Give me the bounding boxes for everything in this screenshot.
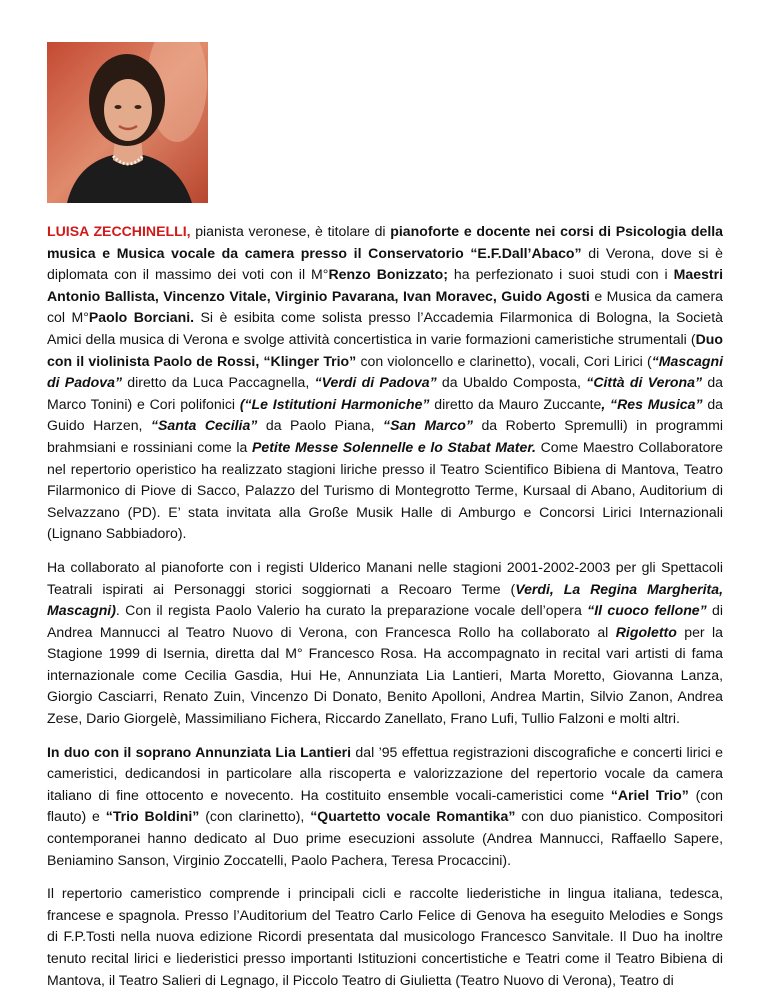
text: e Musica da camera col M° <box>47 287 723 326</box>
bold-italic-text: Rigoletto <box>615 623 677 640</box>
text: da Roberto Spremulli) in programmi brahmsiani e rossiniani come la <box>47 417 723 455</box>
text: . Con il regista Paolo Valerio ha curato la preparazione vocale dell’opera <box>115 602 588 619</box>
paragraph-2 <box>47 557 723 730</box>
text: diretto da Mauro Zuccante <box>429 395 602 412</box>
bold-italic-text: “Santa Cecilia” <box>150 417 258 434</box>
text: da Guido Harzen, <box>47 395 723 434</box>
paragraph-3 <box>47 742 723 872</box>
bold-italic-text: “San Marco” <box>383 417 473 434</box>
artist-name: LUISA ZECCHINELLI, <box>47 223 191 239</box>
bold-text: pianoforte e docente nei corsi di Psicologia della musica e Musica vocale da camera presso il Conservatorio “E.F.Dall’Abaco” <box>47 223 723 261</box>
bold-italic-text: “Mascagni di Padova” <box>47 352 723 391</box>
text: (con flauto) e <box>47 786 723 825</box>
bold-text: Paolo Borciani. <box>88 309 195 326</box>
text: da Ubaldo Composta, <box>436 374 587 391</box>
bold-italic-text: , “Res Musica” <box>601 395 703 412</box>
text: da Paolo Piana, <box>257 417 384 434</box>
paragraph-4 <box>47 883 723 991</box>
bold-text: Maestri Antonio Ballista, Vincenzo Vitale, Virginio Pavarana, Ivan Moravec, Guido Agosti <box>47 266 724 304</box>
bold-italic-text: Petite Messe Solennelle e lo Stabat Mater. <box>251 438 536 455</box>
bold-italic-text: (“Le Istitutioni Harmoniche” <box>239 395 430 412</box>
bold-italic-text: “Il cuoco fellone” <box>587 602 707 619</box>
bold-text: Renzo Bonizzato; <box>328 266 448 283</box>
bold-text: Duo con il violinista Paolo de Rossi, “Klinger Trio” <box>47 330 723 369</box>
bold-text: “Ariel Trio” <box>610 786 689 803</box>
bold-text: “Quartetto vocale Romantika” <box>310 808 516 825</box>
text: di Verona, dove si è diplomata con il massimo dei voti con il M° <box>47 244 723 283</box>
portrait-photo <box>47 42 208 203</box>
paragraph-1 <box>47 221 723 545</box>
portrait-image <box>47 42 208 203</box>
text: Ha collaborato al pianoforte con i registi Ulderico Manani nelle stagioni 2001-2002-2003 per gli Spettacoli Teatrali ispirati ai Personaggi storici soggiornati a Recoaro Terme ( <box>47 558 723 597</box>
bold-italic-text: Verdi, La Regina Margherita, Mascagni) <box>47 580 723 619</box>
text: da Marco Tonini) e Cori polifonici <box>47 374 724 412</box>
text: Come Maestro Collaboratore nel repertorio operistico ha realizzato stagioni liriche presso il Teatro Scientifico Bibiena di Mantova, Teatro Filarmonico di Piove di Sacco, Palazzo del Turismo di Montegrotto Terme, Kursaal di Abano, Auditorium di Selvazzano (PD). E’ stata invitata alla Große Musik Halle di Amburgo e Concorsi Lirici Internazionali (Lignano Sabbiadoro). <box>47 438 723 542</box>
text: diretto da Luca Paccagnella, <box>122 374 315 391</box>
text: (con clarinetto), <box>199 808 311 825</box>
text: Il repertorio cameristico comprende i principali cicli e raccolte liederistiche in lingua italiana, tedesca, francese e spagnola. Presso l’Auditorium del Teatro Carlo Felice di Genova ha eseguito Melodies e Songs di F.P.Tosti nella nuova edizione Ricordi presentata dal musicologo Francesco Sanvitale. Il Duo ha inoltre tenuto recital lirici e liederistici presso importanti Istituzioni concertistiche e Teatri come il Teatro Bibiena di Mantova, il Teatro Salieri di Legnago, il Piccolo Teatro di Giulietta (Teatro Nuovo di Verona), Teatro di <box>47 885 723 988</box>
text: con duo pianistico. Compositori contemporanei hanno dedicato al Duo prime esecuzioni assolute (Andrea Mannucci, Raffaello Sapere, Beniamino Sanson, Virginio Zoccatelli, Paolo Pachera, Teresa Procaccini). <box>47 808 723 868</box>
text: ha perfezionato i suoi studi con i <box>447 266 674 283</box>
bold-text: “Trio Boldini” <box>105 808 200 825</box>
bold-italic-text: “Città di Verona” <box>586 374 703 391</box>
biography-text <box>47 221 723 1003</box>
text: dal ’95 effettua registrazioni discografiche e concerti lirici e cameristici, dedicandosi in particolare alla riscoperta e valorizzazione del repertorio vocale da camera italiano di fine ottocento e novecento. Ha costituito ensemble vocali-cameristici come <box>47 743 724 803</box>
text: di Andrea Mannucci al Teatro Nuovo di Verona, con Francesca Rollo ha collaborato al <box>47 602 723 640</box>
text: Si è esibita come solista presso l’Accademia Filarmonica di Bologna, la Società Amici della musica di Verona e svolge attività concertistica in varie formazioni cameristiche strumentali ( <box>47 309 723 347</box>
text: per la Stagione 1999 di Isernia, diretta dal M° Francesco Rosa. Ha accompagnato in recital vari artisti di fama internazionale come Cecilia Gasdia, Hui He, Annunziata Lia Lantieri, Marta Moretto, Giovanna Lanza, Giorgio Casciarri, Renato Zuin, Vincenzo Di Donato, Benito Apolloni, Andrea Martin, Silvio Zanon, Andrea Zese, Dario Giorgelè, Massimiliano Fichera, Riccardo Zanellato, Frano Lufi, Tullio Falzoni e molti altri. <box>47 623 724 727</box>
bold-italic-text: “Verdi di Padova” <box>314 374 437 391</box>
text: con violoncello e clarinetto), vocali, Cori Lirici ( <box>356 352 652 369</box>
text: pianista veronese, è titolare di <box>190 223 391 239</box>
bold-text: In duo con il soprano Annunziata Lia Lantieri <box>47 743 352 760</box>
